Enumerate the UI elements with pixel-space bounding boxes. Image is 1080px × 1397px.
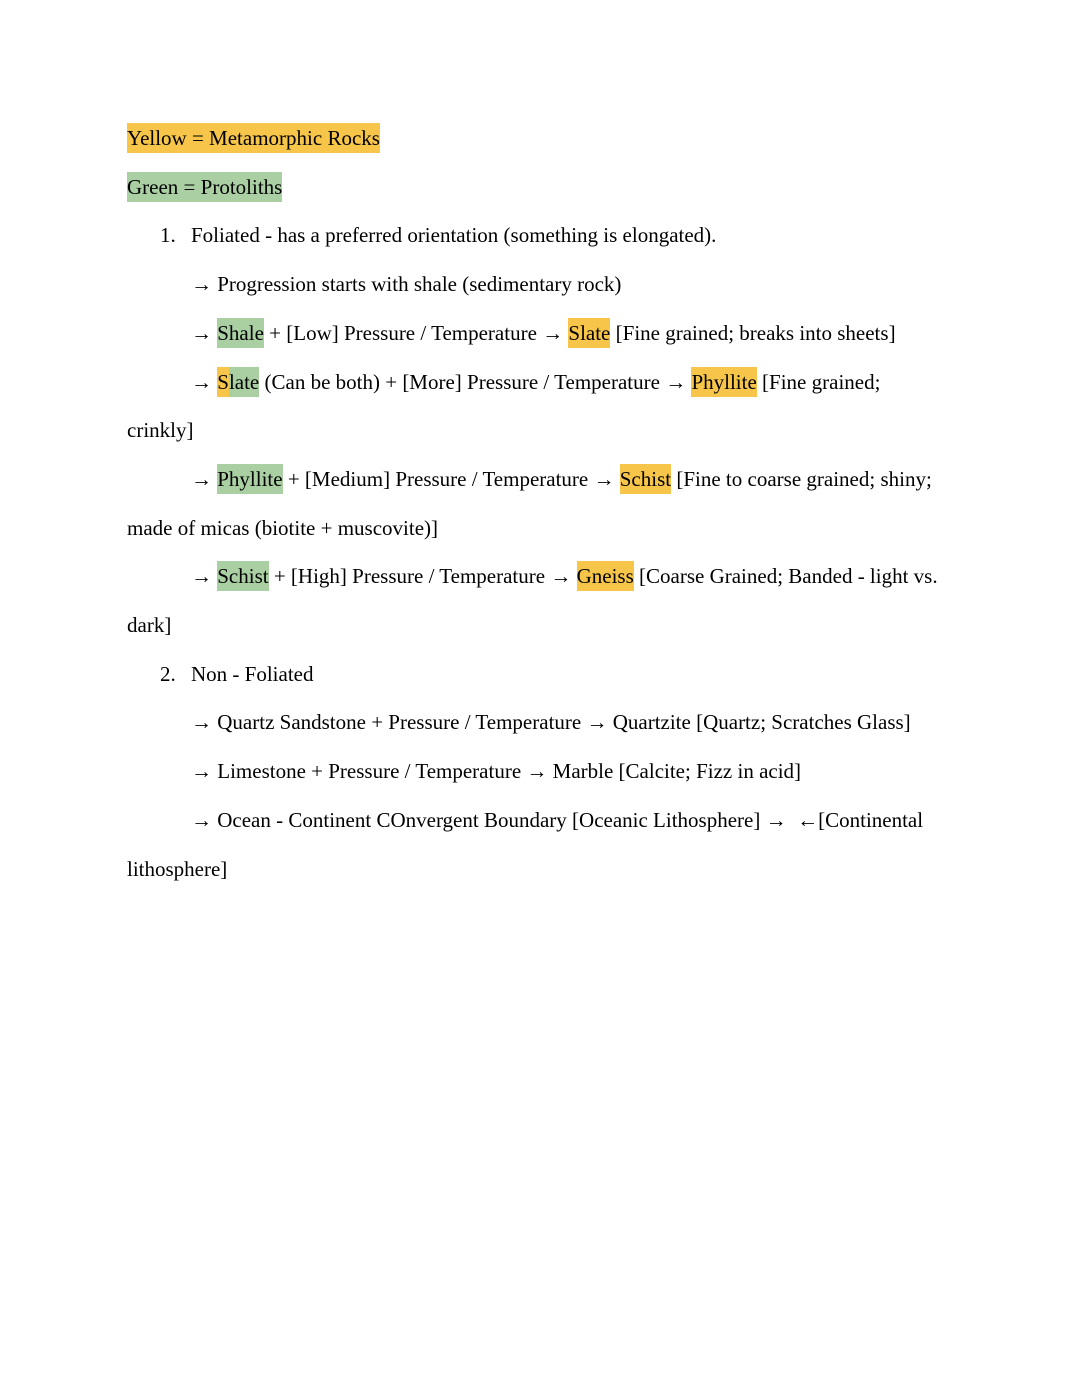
text-line <box>127 406 1050 455</box>
text-segment: [Coarse Grained; Banded - light vs. <box>633 564 938 589</box>
text-line <box>127 698 1050 747</box>
text-line <box>127 552 1050 601</box>
text-segment: crinkly] <box>127 418 194 443</box>
highlighted-term-yellow: Schist <box>620 464 671 494</box>
line-content <box>191 561 938 591</box>
highlighted-term-yellow: Phyllite <box>691 367 756 397</box>
text-segment: + [Medium] Pressure / Temperature → <box>282 466 620 491</box>
text-segment: (Can be both) + [More] Pressure / Temperature → <box>259 369 692 394</box>
line-content <box>191 318 896 348</box>
text-segment: → <box>191 466 218 491</box>
line-content <box>127 172 282 202</box>
highlighted-term-green: late <box>229 367 259 397</box>
text-line <box>127 504 1050 553</box>
text-segment: Non - Foliated <box>191 661 314 686</box>
text-segment: → <box>191 320 218 345</box>
line-content <box>191 808 923 832</box>
numbered-list-line <box>127 211 1050 260</box>
line-content <box>191 367 880 397</box>
text-segment: → Quartz Sandstone + Pressure / Temperature → Quartzite [Quartz; Scratches Glass] <box>191 710 911 735</box>
list-number: 2. <box>160 661 176 686</box>
text-segment: → Ocean - Continent COnvergent Boundary [Oceanic Lithosphere] → ←[Continental <box>191 807 924 832</box>
highlighted-term-green: Phyllite <box>217 464 282 494</box>
line-content <box>127 516 438 540</box>
text-segment: [Fine grained; breaks into sheets] <box>610 320 896 345</box>
line-content <box>191 759 801 783</box>
highlighted-term-green: Schist <box>217 561 268 591</box>
line-content <box>191 662 313 686</box>
text-segment: [Fine grained; <box>756 369 881 394</box>
text-segment: + [Low] Pressure / Temperature → <box>263 320 569 345</box>
text-segment: + [High] Pressure / Temperature → <box>268 564 577 589</box>
highlighted-term-yellow: Yellow = Metamorphic Rocks <box>127 123 380 153</box>
text-segment: lithosphere] <box>127 856 228 881</box>
text-line <box>127 747 1050 796</box>
highlighted-term-green: Shale <box>217 318 264 348</box>
line-content <box>191 272 621 296</box>
text-segment: → <box>191 369 218 394</box>
text-segment: [Fine to coarse grained; shiny; <box>671 466 932 491</box>
list-number: 1. <box>160 223 176 248</box>
text-segment: → Progression starts with shale (sedimentary rock) <box>191 272 622 297</box>
highlighted-term-yellow: Slate <box>568 318 610 348</box>
text-line <box>127 845 1050 894</box>
text-segment: dark] <box>127 613 172 638</box>
text-segment: → Limestone + Pressure / Temperature → Marble [Calcite; Fizz in acid] <box>191 759 802 784</box>
line-content <box>191 710 911 734</box>
text-line <box>127 796 1050 845</box>
line-content <box>127 418 193 442</box>
text-line <box>127 260 1050 309</box>
text-line <box>127 358 1050 407</box>
text-line <box>127 163 1050 212</box>
highlighted-term-green: Green = Protoliths <box>127 172 282 202</box>
line-content <box>191 223 716 247</box>
line-content <box>127 123 380 153</box>
text-line <box>127 601 1050 650</box>
line-content <box>191 464 932 494</box>
document-body[interactable] <box>127 114 1050 893</box>
text-segment: made of micas (biotite + muscovite)] <box>127 515 439 540</box>
text-line <box>127 114 1050 163</box>
text-segment: → <box>191 564 218 589</box>
highlighted-term-yellow: Gneiss <box>577 561 634 591</box>
text-line <box>127 309 1050 358</box>
text-segment: Foliated - has a preferred orientation (something is elongated). <box>191 223 717 248</box>
line-content <box>127 857 227 881</box>
line-content <box>127 613 171 637</box>
highlighted-term-yellow: S <box>217 367 229 397</box>
text-line <box>127 455 1050 504</box>
numbered-list-line <box>127 650 1050 699</box>
